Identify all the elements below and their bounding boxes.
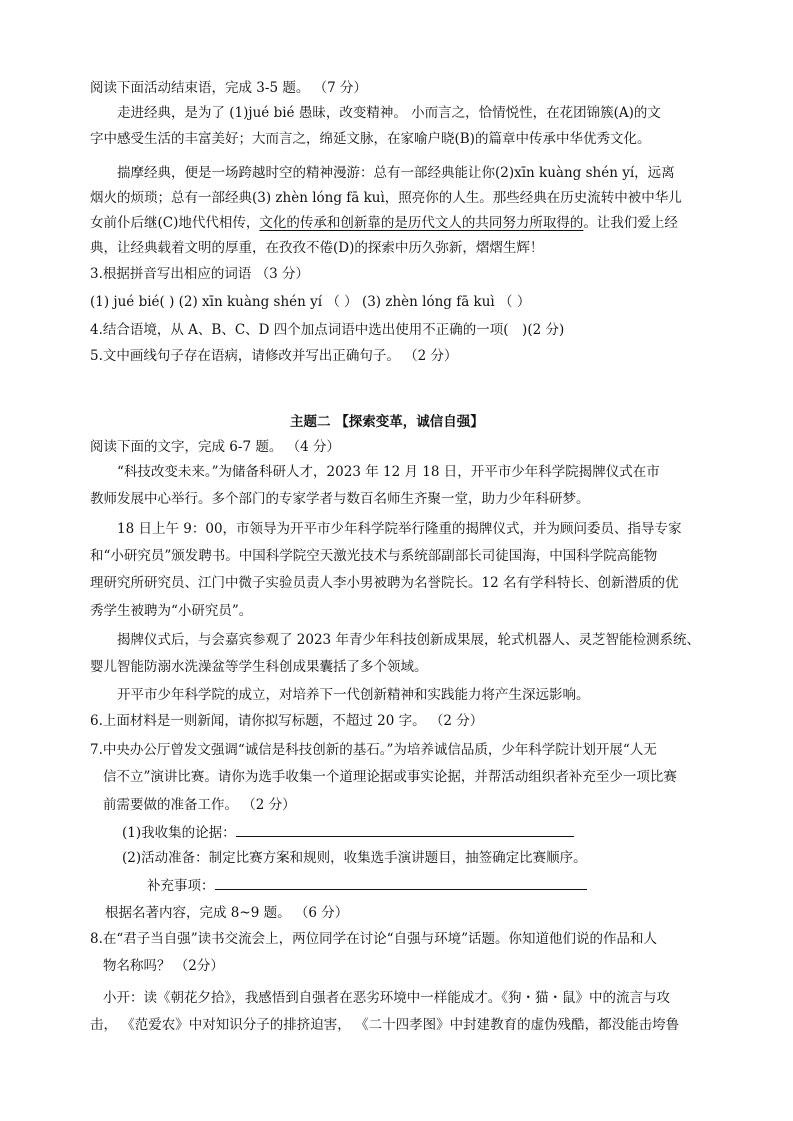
q7-part3-label: 补充事项： [147,878,215,894]
underlined-sentence: 文化的传承和创新靠的是历代文人的共同努力所取得的 [259,215,584,231]
question-7-part1 [122,822,574,843]
section1-p1-line2: 字中感受生活的丰富美好；大而言之，绵延文脉，在家喻户晓(B)的篇章中传承中华优秀文化。 [90,131,651,147]
question-6: 6.上面材料是一则新闻，请你拟写标题，不超过 20 字。 （2 分） [90,713,484,729]
section1-p2-line2: 烟火的烦琐；总有一部经典(3) zhèn lóng fā kuì，照亮你的人生。那些经典在历史流转中被中华儿 [90,190,682,206]
section1-p1-line1: 走进经典，是为了 (1)jué bié 愚昧，改变精神。 小而言之，恰情悦性，在花团锦簇(A)的文 [117,105,661,121]
p2-line3-after: 。让我们爱上经 [583,215,678,231]
question-7-line3: 前需要做的准备工作。 （2 分） [103,797,296,813]
question-7-line1: 7.中央办公厅曾发文强调“诚信是科技创新的基石。”为培养诚信品质，少年科学院计划开展“人无 [90,742,657,758]
evidence-answer-blank[interactable] [236,822,574,837]
books-intro: 根据名著内容，完成 8~9 题。 （6 分） [105,905,349,921]
supplement-answer-blank[interactable] [215,875,587,890]
news-p3-line1: 揭牌仪式后，与会嘉宾参观了 2023 年青少年科技创新成果展，轮式机器人、灵芝智能检测系统、 [117,632,700,648]
xiaokai-line1: 小开：读《朝花夕拾》，我感悟到自强者在恶劣环境中一样能成才。《狗・猫・鼠》中的流言与攻 [103,990,670,1006]
question-7-part3 [147,875,587,896]
news-p4: 开平市少年科学院的成立，对培养下一代创新精神和实践能力将产生深远影响。 [117,687,590,703]
news-p1-line1: “科技改变未来。”为储备科研人才，2023 年 12 月 18 日，开平市少年科学院揭牌仪式在市 [117,464,660,480]
question-8-line1: 8.在“君子当自强”读书交流会上，两位同学在讨论“自强与环境”话题。你知道他们说的作品和人 [90,931,657,947]
section2-heading: 主题二 【探索变革，诚信自强】 [290,414,484,430]
section1-p2-line1: 揣摩经典，便是一场跨越时空的精神漫游：总有一部经典能让你(2)xīn kuàng shén yí，远离 [117,165,675,181]
section1-intro: 阅读下面活动结束语，完成 3-5 题。 （7 分） [90,80,367,96]
section2-intro: 阅读下面的文字，完成 6-7 题。 （4 分） [90,439,340,455]
question-8-line2: 物名称吗？ （2分） [103,958,224,974]
news-p2-line3: 理研究所研究员、江门中微子实验员责人李小男被聘为名誉院长。12 名有学科特长、创新潜质的优 [90,575,679,591]
question-7-line2: 信不立”演讲比赛。请你为选手收集一个道理论据或事实论据，并帮活动组织者补充至少一项比赛 [103,769,677,785]
xiaokai-line2: 击， 《范爱农》中对知识分子的排挤迫害， 《二十四孝图》中封建教育的虚伪残酷，都没能击垮鲁 [90,1017,680,1033]
section1-p2-line3 [90,213,678,233]
news-p2-line1: 18 日上午 9：00，市领导为开平市少年科学院举行隆重的揭牌仪式，并为顾问委员、指导专家 [117,521,682,537]
section1-p2-line4: 典，让经典载着文明的厚重，在孜孜不倦(D)的探索中历久弥新，熠熠生辉！ [90,240,544,256]
news-p3-line2: 婴儿智能防溺水洗澡盆等学生科创成果囊括了多个领域。 [90,659,428,675]
question-5: 5.文中画线句子存在语病，请修改并写出正确句子。 （2 分） [90,348,458,364]
news-p2-line2: 和“小研究员”颁发聘书。中国科学院空天激光技术与系统部副部长司徒国海，中国科学院高能物 [90,548,658,564]
news-p1-line2: 教师发展中心举行。多个部门的专家学者与数百名师生齐聚一堂，助力少年科研梦。 [90,491,590,507]
news-p2-line4: 秀学生被聘为“小研究员”。 [90,603,253,619]
question-3: 3.根据拼音写出相应的词语 （3 分） [90,266,310,282]
question-4: 4.结合语境，从 A、B、C、D 四个加点词语中选出使用不正确的一项( )(2 分) [90,322,565,338]
q7-part1-label: (1)我收集的论据： [122,825,236,841]
question-7-part2: (2)活动准备：制定比赛方案和规则，收集选手演讲题目，抽签确定比赛顺序。 [122,850,587,866]
p2-line3-before: 女前仆后继(C)地代代相传， [90,215,260,231]
question-3-items: (1) jué bié( ) (2) xīn kuàng shén yí （ ） (3) zhèn lóng fā kuì （ ） [90,294,531,310]
